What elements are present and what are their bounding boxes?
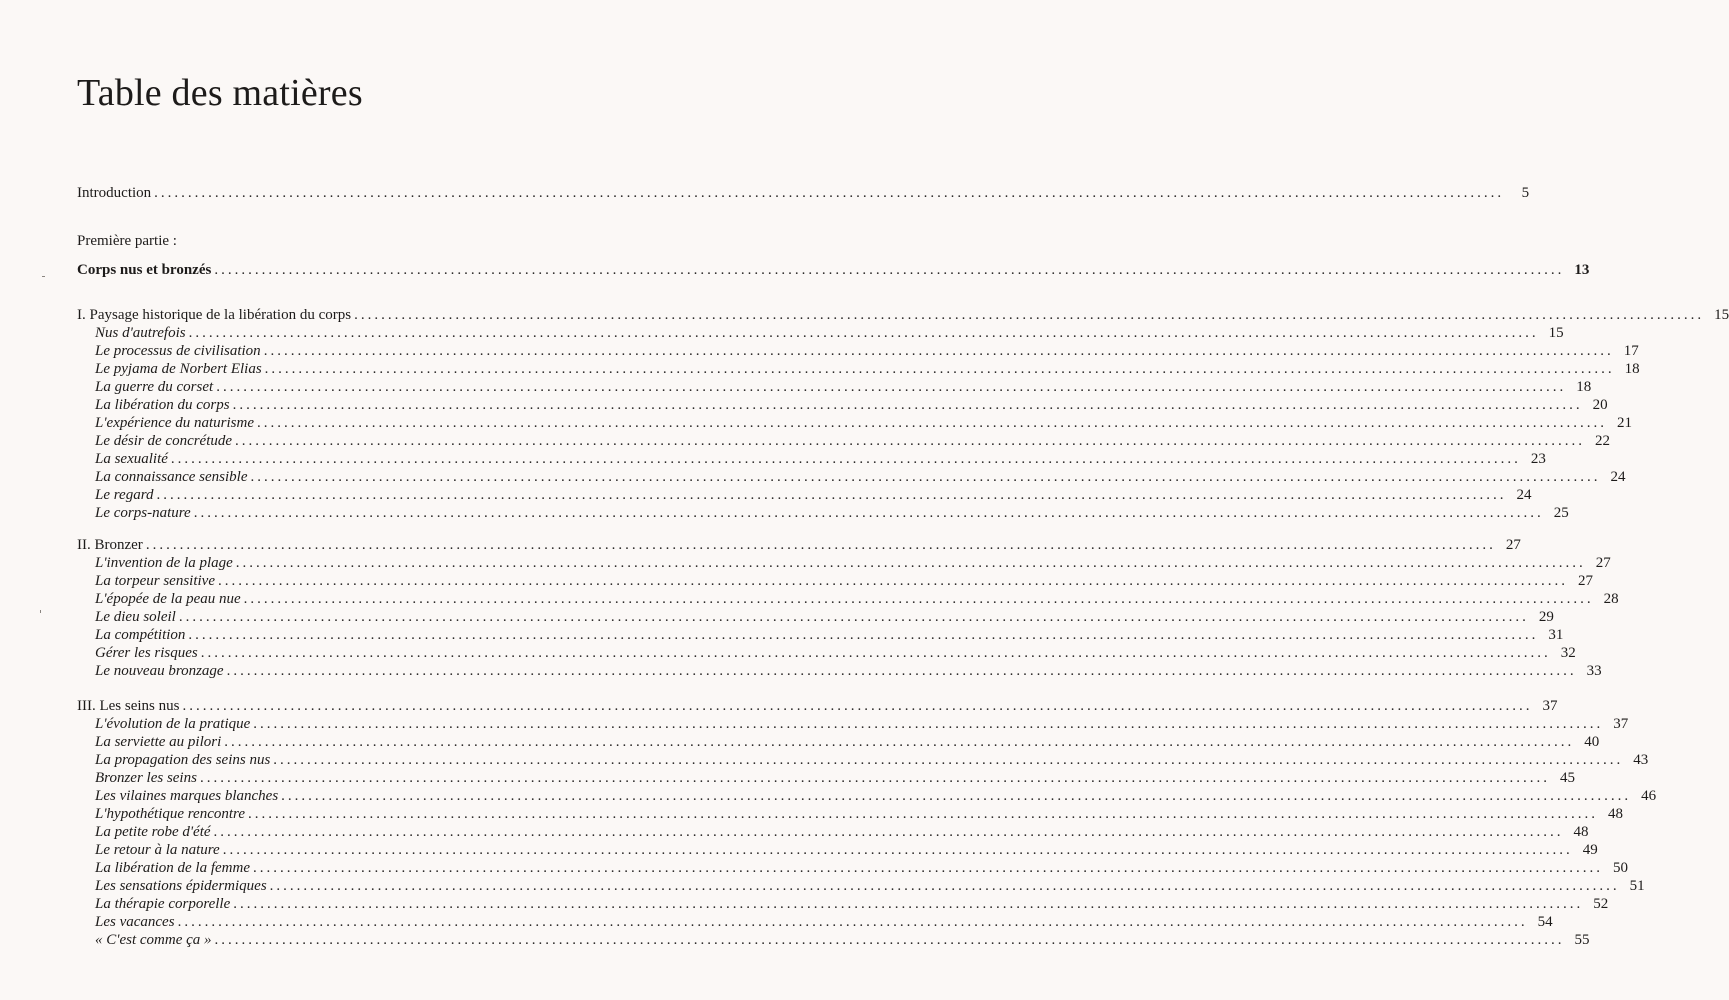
- dot-leader: ........................................................................................................................................................................................................: [226, 663, 1577, 679]
- toc-section-page: 24: [1610, 469, 1626, 485]
- toc-section-page: 52: [1593, 896, 1609, 912]
- toc-section[interactable]: [95, 450, 1546, 468]
- toc-section-label: La compétition: [95, 627, 186, 643]
- toc-entry-part-title[interactable]: [77, 261, 1590, 279]
- toc-section-page: 32: [1560, 645, 1576, 661]
- toc-entry-introduction[interactable]: [77, 184, 1530, 202]
- dot-leader: ........................................................................................................................................................................................................: [222, 842, 1573, 858]
- toc-chapter-label: III. Les seins nus: [77, 698, 180, 714]
- dot-leader: ........................................................................................................................................................................................................: [273, 752, 1624, 768]
- toc-section-label: La propagation des seins nus: [95, 752, 271, 768]
- dot-leader: ........................................................................................................................................................................................................: [199, 770, 1550, 786]
- toc-section-page: 18: [1624, 361, 1640, 377]
- toc-entry-page: 13: [1574, 262, 1590, 278]
- toc-section[interactable]: [95, 608, 1554, 626]
- paper-speck: [42, 276, 45, 277]
- toc-section[interactable]: [95, 841, 1598, 859]
- toc-section-page: 45: [1559, 770, 1575, 786]
- toc-section[interactable]: [95, 468, 1626, 486]
- toc-section-label: Le pyjama de Norbert Elias: [95, 361, 262, 377]
- toc-section[interactable]: [95, 378, 1592, 396]
- dot-leader: ........................................................................................................................................................................................................: [235, 555, 1586, 571]
- toc-section[interactable]: [95, 715, 1629, 733]
- toc-section-page: 29: [1538, 609, 1554, 625]
- toc-section[interactable]: [95, 554, 1611, 572]
- toc-section-page: 37: [1613, 716, 1629, 732]
- toc-section[interactable]: [95, 787, 1657, 805]
- toc-section-label: Le nouveau bronzage: [95, 663, 224, 679]
- dot-leader: ........................................................................................................................................................................................................: [257, 415, 1608, 431]
- toc-section-label: Les sensations épidermiques: [95, 878, 267, 894]
- toc-section-label: Gérer les risques: [95, 645, 198, 661]
- toc-section-page: 24: [1516, 487, 1532, 503]
- dot-leader: ........................................................................................................................................................................................................: [177, 914, 1528, 930]
- toc-section[interactable]: [95, 590, 1619, 608]
- toc-section-page: 28: [1603, 591, 1619, 607]
- dot-leader: ........................................................................................................................................................................................................: [200, 645, 1551, 661]
- toc-section[interactable]: [95, 324, 1564, 342]
- dot-leader: ........................................................................................................................................................................................................: [269, 878, 1620, 894]
- toc-section[interactable]: [95, 432, 1611, 450]
- dot-leader: ........................................................................................................................................................................................................: [154, 185, 1505, 201]
- toc-section-label: La petite robe d'été: [95, 824, 211, 840]
- toc-section[interactable]: [95, 662, 1602, 680]
- toc-section-page: 33: [1586, 663, 1602, 679]
- dot-leader: ........................................................................................................................................................................................................: [188, 325, 1539, 341]
- toc-section-label: Les vacances: [95, 914, 175, 930]
- toc-section-label: L'expérience du naturisme: [95, 415, 255, 431]
- toc-section-label: L'invention de la plage: [95, 555, 233, 571]
- toc-chapter-label: II. Bronzer: [77, 537, 143, 553]
- toc-section-label: La thérapie corporelle: [95, 896, 231, 912]
- toc-section[interactable]: [95, 823, 1589, 841]
- toc-section-label: Nus d'autrefois: [95, 325, 186, 341]
- dot-leader: ........................................................................................................................................................................................................: [224, 734, 1575, 750]
- toc-section-page: 23: [1530, 451, 1546, 467]
- toc-section-page: 48: [1573, 824, 1589, 840]
- toc-chapter[interactable]: [77, 536, 1521, 554]
- dot-leader: ........................................................................................................................................................................................................: [235, 433, 1586, 449]
- toc-section-page: 51: [1629, 878, 1645, 894]
- toc-chapter-page: 27: [1505, 537, 1521, 553]
- toc-section-page: 25: [1553, 505, 1569, 521]
- toc-section-page: 27: [1578, 573, 1593, 589]
- toc-section-label: La guerre du corset: [95, 379, 214, 395]
- toc-section-label: L'évolution de la pratique: [95, 716, 251, 732]
- toc-entry-label: Corps nus et bronzés: [77, 262, 212, 278]
- dot-leader: ........................................................................................................................................................................................................: [253, 716, 1604, 732]
- toc-section-page: 55: [1574, 932, 1590, 948]
- dot-leader: ........................................................................................................................................................................................................: [216, 379, 1567, 395]
- toc-section-label: Les vilaines marques blanches: [95, 788, 279, 804]
- toc-section-label: Le retour à la nature: [95, 842, 220, 858]
- toc-section[interactable]: [95, 877, 1645, 895]
- toc-chapter[interactable]: [77, 697, 1558, 715]
- toc-section[interactable]: [95, 504, 1569, 522]
- toc-section[interactable]: [95, 414, 1633, 432]
- toc-section[interactable]: [95, 486, 1532, 504]
- dot-leader: ........................................................................................................................................................................................................: [213, 824, 1564, 840]
- toc-section-label: La serviette au pilori: [95, 734, 222, 750]
- dot-leader: ........................................................................................................................................................................................................: [247, 806, 1598, 822]
- toc-section-page: 31: [1548, 627, 1564, 643]
- dot-leader: ........................................................................................................................................................................................................: [354, 307, 1705, 323]
- dot-leader: ........................................................................................................................................................................................................: [218, 573, 1568, 589]
- toc-entry-page: 5: [1521, 185, 1530, 201]
- toc-section[interactable]: [95, 859, 1628, 877]
- toc-chapter-page: 37: [1542, 698, 1558, 714]
- toc-section-page: 43: [1633, 752, 1649, 768]
- dot-leader: ........................................................................................................................................................................................................: [263, 343, 1614, 359]
- dot-leader: ........................................................................................................................................................................................................: [250, 469, 1601, 485]
- toc-section-page: 48: [1607, 806, 1623, 822]
- part-heading: Première partie :: [77, 233, 177, 249]
- toc-section[interactable]: [95, 342, 1639, 360]
- toc-section-page: 54: [1537, 914, 1553, 930]
- toc-section-label: Le dieu soleil: [95, 609, 176, 625]
- dot-leader: ........................................................................................................................................................................................................: [156, 487, 1507, 503]
- dot-leader: ........................................................................................................................................................................................................: [214, 932, 1565, 948]
- toc-entry-label: Introduction: [77, 185, 152, 201]
- toc-section-page: 20: [1592, 397, 1608, 413]
- toc-section-page: 50: [1612, 860, 1628, 876]
- toc-section[interactable]: [95, 572, 1593, 590]
- toc-section[interactable]: [95, 805, 1623, 823]
- toc-section-page: 17: [1623, 343, 1639, 359]
- dot-leader: ........................................................................................................................................................................................................: [232, 397, 1583, 413]
- dot-leader: ........................................................................................................................................................................................................: [188, 627, 1539, 643]
- page-title: Table des matières: [77, 72, 363, 114]
- toc-section-label: La sexualité: [95, 451, 168, 467]
- toc-section-label: L'hypothétique rencontre: [95, 806, 245, 822]
- toc-section-page: 49: [1582, 842, 1598, 858]
- dot-leader: ........................................................................................................................................................................................................: [281, 788, 1632, 804]
- toc-section-label: Le désir de concrétude: [95, 433, 233, 449]
- toc-chapter-page: 15: [1714, 307, 1729, 323]
- toc-section-label: Le corps-nature: [95, 505, 191, 521]
- toc-chapter[interactable]: [77, 306, 1729, 324]
- toc-section[interactable]: [95, 931, 1590, 949]
- toc-section-label: Le processus de civilisation: [95, 343, 261, 359]
- dot-leader: ........................................................................................................................................................................................................: [170, 451, 1521, 467]
- toc-section-label: Le regard: [95, 487, 154, 503]
- dot-leader: ........................................................................................................................................................................................................: [178, 609, 1529, 625]
- toc-section[interactable]: [95, 769, 1575, 787]
- toc-section-page: 46: [1641, 788, 1657, 804]
- dot-leader: ........................................................................................................................................................................................................: [233, 896, 1584, 912]
- dot-leader: ........................................................................................................................................................................................................: [145, 537, 1496, 553]
- toc-section-page: 22: [1595, 433, 1611, 449]
- dot-leader: ........................................................................................................................................................................................................: [252, 860, 1603, 876]
- toc-section-label: L'épopée de la peau nue: [95, 591, 241, 607]
- toc-section-label: « C'est comme ça »: [95, 932, 212, 948]
- toc-section-label: La libération du corps: [95, 397, 230, 413]
- paper-speck: [40, 610, 41, 613]
- toc-section[interactable]: [95, 733, 1600, 751]
- dot-leader: ........................................................................................................................................................................................................: [182, 698, 1533, 714]
- dot-leader: ........................................................................................................................................................................................................: [264, 361, 1615, 377]
- toc-section-label: La torpeur sensitive: [95, 573, 215, 589]
- toc-section[interactable]: [95, 644, 1576, 662]
- toc-section-page: 40: [1584, 734, 1600, 750]
- toc-section[interactable]: [95, 913, 1553, 931]
- toc-section-label: La connaissance sensible: [95, 469, 248, 485]
- toc-section-page: 18: [1576, 379, 1592, 395]
- toc-section-page: 21: [1617, 415, 1633, 431]
- dot-leader: ........................................................................................................................................................................................................: [214, 262, 1565, 278]
- toc-section[interactable]: [95, 626, 1564, 644]
- toc-section[interactable]: [95, 751, 1649, 769]
- toc-section-page: 15: [1548, 325, 1564, 341]
- toc-section-page: 27: [1595, 555, 1611, 571]
- toc-section-label: Bronzer les seins: [95, 770, 197, 786]
- toc-section[interactable]: [95, 360, 1640, 378]
- dot-leader: ........................................................................................................................................................................................................: [193, 505, 1544, 521]
- toc-section[interactable]: [95, 396, 1608, 414]
- toc-section-label: La libération de la femme: [95, 860, 250, 876]
- toc-section[interactable]: [95, 895, 1609, 913]
- toc-chapter-label: I. Paysage historique de la libération du corps: [77, 307, 352, 323]
- dot-leader: ........................................................................................................................................................................................................: [243, 591, 1594, 607]
